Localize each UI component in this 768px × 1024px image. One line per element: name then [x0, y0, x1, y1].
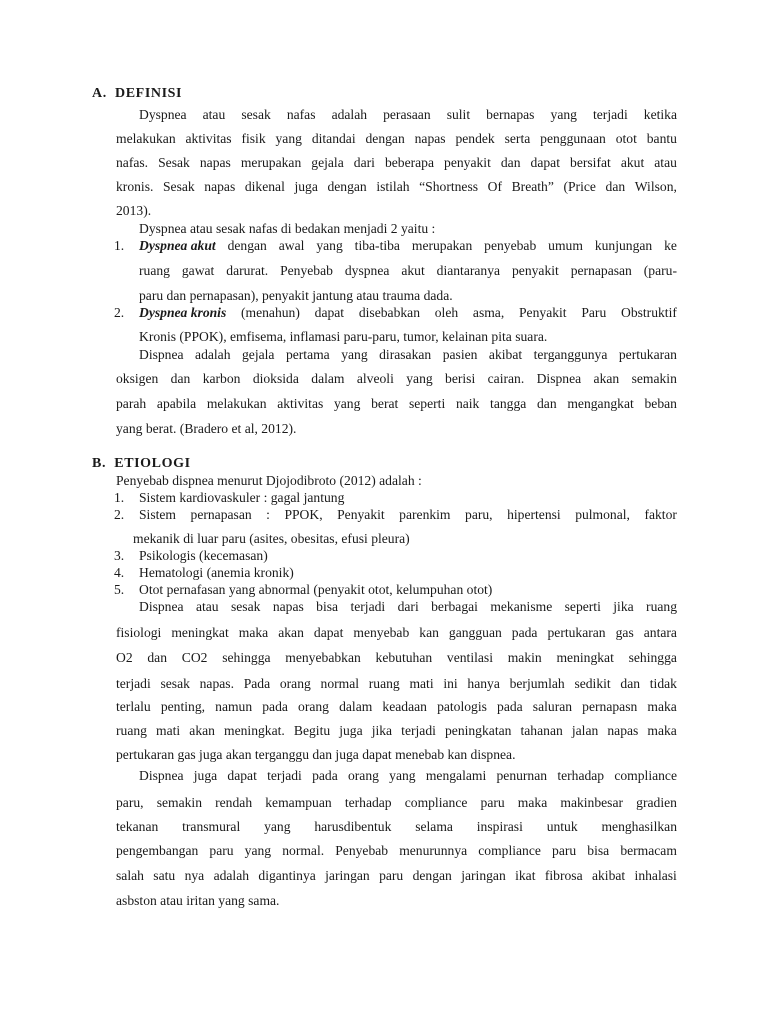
paragraph-line: pertukaran gas juga akan terganggu dan juga dapat menebab kan dispnea.: [116, 747, 516, 762]
word: kebutuhan: [375, 650, 433, 665]
word: meningkat.: [224, 723, 285, 738]
word: dengan: [412, 868, 452, 883]
list-item-line: [139, 507, 677, 523]
word: tidak: [649, 676, 677, 691]
word: akut: [620, 155, 645, 170]
word: dirasakan: [379, 347, 432, 362]
word: makin: [507, 650, 542, 665]
word: dari: [397, 599, 419, 614]
word: gangguan: [448, 625, 502, 640]
paragraph-line: [116, 131, 677, 147]
word: seperti: [564, 599, 601, 614]
word: napas.: [199, 676, 234, 691]
word: juga: [294, 179, 318, 194]
word: inspirasi: [476, 819, 523, 834]
word: adalah: [195, 347, 231, 362]
word: maka: [647, 699, 677, 714]
word: akut: [401, 263, 425, 278]
word: sesak: [230, 599, 261, 614]
paragraph-line: yang berat. (Bradero et al, 2012).: [116, 421, 297, 436]
word: CO2: [181, 650, 208, 665]
word: karbon: [202, 371, 241, 386]
word: gejala: [311, 155, 344, 170]
list-item-line: paru dan pernapasan), penyakit jantung atau trauma dada.: [139, 288, 453, 303]
word: penurnan: [496, 768, 548, 783]
word: peningkatan: [444, 723, 512, 738]
word: normal: [320, 676, 360, 691]
word: adalah: [213, 868, 250, 883]
word: akan: [189, 723, 215, 738]
paragraph-line: [116, 676, 677, 692]
word: dan: [500, 155, 521, 170]
word: berjumlah: [509, 676, 565, 691]
word: namun: [215, 699, 253, 714]
word: pada: [497, 699, 523, 714]
word: merupakan: [240, 155, 302, 170]
word: berbagai: [431, 599, 478, 614]
word: seperti: [408, 396, 446, 411]
word: atau: [195, 599, 219, 614]
word: saluran: [532, 699, 573, 714]
word: gradien: [636, 795, 677, 810]
word: ini: [443, 676, 458, 691]
word: dengan: [227, 238, 267, 253]
word: satu: [153, 868, 176, 883]
word: mengangkat: [567, 396, 634, 411]
word: dan: [620, 676, 641, 691]
word: orang: [298, 699, 329, 714]
word: Penyakit: [519, 305, 567, 320]
section-b-label: B.: [92, 456, 107, 471]
word: Sesak: [162, 179, 195, 194]
word: rendah: [215, 795, 253, 810]
word: melakukan: [116, 131, 176, 146]
word: sesak: [160, 676, 190, 691]
word: mekanisme: [490, 599, 553, 614]
word: Breath”: [511, 179, 554, 194]
word: awal: [278, 238, 305, 253]
word: fisiologi: [116, 625, 162, 640]
word: Penyebab: [280, 263, 333, 278]
word: transmural: [182, 819, 241, 834]
word: Dispnea: [536, 371, 582, 386]
word: melakukan: [206, 396, 267, 411]
word: paru,: [116, 795, 144, 810]
word: maka: [238, 625, 269, 640]
list-item-line: Otot pernafasan yang abnormal (penyakit otot, kelumpuhan otot): [139, 582, 493, 597]
word: nafas: [286, 107, 316, 122]
word: untuk: [546, 819, 578, 834]
word: (menahun): [241, 305, 300, 320]
word: ketika: [643, 107, 677, 122]
list-number: 1.: [114, 238, 125, 253]
word: penyakit: [444, 155, 491, 170]
paragraph-line: [116, 843, 677, 859]
word: Sesak: [158, 155, 190, 170]
list-number: 4.: [114, 565, 125, 580]
list-item-line: Sistem kardiovaskuler : gagal jantung: [139, 490, 345, 505]
word: dalam: [339, 699, 373, 714]
list-number: 3.: [114, 548, 125, 563]
word: napas: [199, 155, 231, 170]
word: yang: [275, 131, 302, 146]
word: dalam: [311, 371, 345, 386]
word: paru: [209, 843, 234, 858]
section-a-label: A.: [92, 86, 107, 101]
paragraph-line: [139, 107, 677, 123]
word: inhalasi: [634, 868, 677, 883]
word: dan: [170, 371, 191, 386]
word: dan: [605, 179, 626, 194]
word: napas: [414, 131, 446, 146]
word: patologis: [437, 699, 487, 714]
section-a-title: DEFINISI: [115, 86, 183, 101]
word: dapat: [314, 305, 345, 320]
paragraph-line: [116, 155, 677, 171]
paragraph-line: [116, 179, 677, 195]
word: juga: [339, 723, 363, 738]
list-number: 1.: [114, 490, 125, 505]
list-item-line: Kronis (PPOK), emfisema, inflamasi paru-paru, tumor, kelainan pita suara.: [139, 329, 548, 344]
word: fibrosa: [544, 868, 583, 883]
word: terjadi: [267, 768, 302, 783]
word: Dispnea: [139, 768, 184, 783]
word: pada: [312, 768, 338, 783]
word: terhadap: [344, 795, 392, 810]
word: terjadi: [116, 676, 151, 691]
word: (paru-: [643, 263, 677, 278]
word: ruang: [139, 263, 170, 278]
word: kemampuan: [265, 795, 332, 810]
word: atau: [202, 107, 226, 122]
word: maka: [517, 795, 548, 810]
word: napas: [607, 723, 639, 738]
word: jika: [613, 599, 634, 614]
word: bernapas: [486, 107, 535, 122]
word: adalah: [331, 107, 368, 122]
word: darurat.: [226, 263, 269, 278]
word: sesak: [241, 107, 271, 122]
word: menyebabkan: [285, 650, 361, 665]
list-item-line: [139, 263, 677, 279]
list-number: 5.: [114, 582, 125, 597]
word: selama: [415, 819, 453, 834]
word: PPOK,: [284, 507, 323, 522]
word: disebabkan: [358, 305, 420, 320]
list-item-line: Hematologi (anemia kronik): [139, 565, 294, 580]
word: kronis.: [116, 179, 154, 194]
word: pasien: [442, 347, 478, 362]
word: akan: [278, 625, 304, 640]
word: salah: [116, 868, 144, 883]
word: apabila: [156, 396, 197, 411]
word: asma,: [472, 305, 505, 320]
word: compliance: [404, 795, 468, 810]
word: Dispnea: [139, 599, 184, 614]
word: pernapasan: [570, 263, 632, 278]
word: dengan: [365, 131, 405, 146]
word: ditandai: [311, 131, 356, 146]
word: dikenal: [244, 179, 285, 194]
word: Obstruktif: [621, 305, 677, 320]
word: sedikit: [574, 676, 611, 691]
word: merupakan: [411, 238, 473, 253]
word: parenkim: [399, 507, 451, 522]
paragraph-line: [139, 347, 677, 363]
word: paru: [552, 843, 577, 858]
word: pernapasn: [582, 699, 638, 714]
list-number: 2.: [114, 305, 125, 320]
word: penyakit: [511, 263, 559, 278]
word: ikat: [515, 868, 536, 883]
paragraph-line: [116, 819, 677, 835]
section-b-heading: [92, 456, 191, 472]
section-a-heading: [92, 86, 182, 102]
word: bantu: [646, 131, 677, 146]
word: atau: [654, 155, 677, 170]
word: semakin: [156, 795, 202, 810]
word: “Shortness: [419, 179, 479, 194]
word: Wilson,: [634, 179, 677, 194]
word: tiba-tiba: [354, 238, 400, 253]
word: perasaan: [383, 107, 431, 122]
word: mati: [156, 723, 181, 738]
word: menyebab: [353, 625, 410, 640]
paragraph-line: Penyebab dispnea menurut Djojodibroto (2012) adalah :: [116, 473, 422, 488]
word: gawat: [181, 263, 215, 278]
word: pada: [511, 625, 538, 640]
word: beberapa: [384, 155, 434, 170]
word: meningkat: [171, 625, 229, 640]
word: napas: [204, 179, 236, 194]
word: orang: [347, 768, 379, 783]
word: cairan.: [487, 371, 525, 386]
paragraph-line: [139, 599, 677, 615]
word: nafas.: [116, 155, 149, 170]
word: serta: [504, 131, 531, 146]
word: pulmonal,: [575, 507, 630, 522]
paragraph-line: [116, 396, 677, 412]
word: yang: [550, 107, 577, 122]
paragraph-line: [116, 371, 677, 387]
word: dapat: [227, 768, 257, 783]
list-item-line: [139, 238, 677, 254]
word: jika: [371, 723, 393, 738]
word: terhadap: [557, 768, 605, 783]
word: tangga: [490, 396, 527, 411]
list-item-line: mekanik di luar paru (asites, obesitas, efusi pleura): [133, 531, 410, 546]
word: pengembangan: [116, 843, 199, 858]
word: kan: [419, 625, 439, 640]
word: pada: [262, 699, 288, 714]
word: Pada: [243, 676, 271, 691]
word: oksigen: [116, 371, 159, 386]
word: berisi: [445, 371, 476, 386]
word: nya: [184, 868, 205, 883]
word: pertukaran: [618, 347, 677, 362]
word: penggunaan: [540, 131, 606, 146]
word: menurunnya: [399, 843, 468, 858]
word: normal.: [282, 843, 325, 858]
paragraph-line: [116, 795, 677, 811]
word: yang: [406, 371, 433, 386]
word: makinbesar: [560, 795, 624, 810]
word: kunjungan: [594, 238, 653, 253]
word: aktivitas: [185, 131, 232, 146]
term-dyspnea-akut: Dyspnea akut: [139, 238, 216, 253]
word: jalan: [571, 723, 599, 738]
list-item-line: [139, 305, 677, 321]
word: umum: [548, 238, 583, 253]
term-dyspnea-kronis: Dyspnea kronis: [139, 305, 227, 320]
word: pendek: [455, 131, 495, 146]
word: bisa: [316, 599, 339, 614]
word: akibat: [591, 868, 626, 883]
word: parah: [116, 396, 147, 411]
word: compliance: [478, 843, 541, 858]
word: tahanan: [520, 723, 563, 738]
word: berat: [371, 396, 399, 411]
word: naik: [455, 396, 480, 411]
paragraph-line: [139, 768, 677, 784]
word: Dyspnea: [139, 107, 187, 122]
word: terjadi: [593, 107, 628, 122]
word: ventilasi: [446, 650, 493, 665]
word: (Price: [563, 179, 596, 194]
word: yang: [341, 347, 368, 362]
word: Dispnea: [139, 347, 184, 362]
word: bersifat: [570, 155, 611, 170]
word: terjadi: [401, 723, 436, 738]
word: aktivitas: [277, 396, 324, 411]
word: paru,: [465, 507, 493, 522]
word: antara: [643, 625, 677, 640]
word: yang: [333, 396, 361, 411]
word: juga: [193, 768, 218, 783]
word: harusdibentuk: [314, 819, 392, 834]
word: alveoli: [356, 371, 394, 386]
word: :: [266, 507, 270, 522]
word: yang: [264, 819, 291, 834]
word: terganggunya: [533, 347, 608, 362]
word: istilah: [376, 179, 410, 194]
word: akan: [593, 371, 620, 386]
word: Begitu: [293, 723, 331, 738]
word: jaringan: [461, 868, 506, 883]
word: fisik: [241, 131, 266, 146]
word: jaringan: [325, 868, 370, 883]
word: yang: [244, 843, 272, 858]
word: hipertensi: [507, 507, 561, 522]
word: dan: [537, 396, 557, 411]
word: maka: [647, 723, 677, 738]
word: ruang: [368, 676, 400, 691]
list-number: 2.: [114, 507, 125, 522]
word: otot: [615, 131, 637, 146]
word: dyspnea: [344, 263, 390, 278]
list-item-line: Psikologis (kecemasan): [139, 548, 268, 563]
paragraph-line: Dyspnea atau sesak nafas di bedakan menjadi 2 yaitu :: [139, 221, 436, 236]
word: pernapasan: [190, 507, 252, 522]
word: sehingga: [628, 650, 677, 665]
word: dari: [353, 155, 375, 170]
word: bisa: [587, 843, 610, 858]
word: faktor: [644, 507, 677, 522]
section-b-title: ETIOLOGI: [114, 456, 191, 471]
word: dapat: [530, 155, 560, 170]
word: sehingga: [222, 650, 271, 665]
word: O2: [116, 650, 133, 665]
word: compliance: [614, 768, 677, 783]
word: beban: [644, 396, 677, 411]
word: Penyebab: [335, 843, 389, 858]
word: mengalami: [425, 768, 487, 783]
word: penyebab: [484, 238, 537, 253]
word: penting,: [160, 699, 206, 714]
word: gas: [615, 625, 634, 640]
word: semakin: [631, 371, 677, 386]
paragraph-line: [116, 699, 677, 715]
paragraph-line: [116, 868, 677, 884]
word: terjadi: [350, 599, 386, 614]
word: digantinya: [258, 868, 316, 883]
paragraph-line: asbston atau iritan yang sama.: [116, 893, 280, 908]
paragraph-line: [116, 723, 677, 739]
word: dioksida: [252, 371, 299, 386]
word: ruang: [646, 599, 677, 614]
word: Sistem: [139, 507, 177, 522]
word: dengan: [327, 179, 367, 194]
word: orang: [279, 676, 311, 691]
word: ke: [664, 238, 677, 253]
word: akibat: [488, 347, 523, 362]
word: Penyakit: [337, 507, 385, 522]
word: menghasilkan: [601, 819, 677, 834]
paragraph-line: 2013).: [116, 203, 152, 218]
word: dapat: [313, 625, 344, 640]
word: Paru: [581, 305, 607, 320]
paragraph-line: [116, 625, 677, 641]
word: pertama: [285, 347, 330, 362]
word: diantaranya: [436, 263, 501, 278]
word: terlalu: [116, 699, 151, 714]
word: oleh: [434, 305, 459, 320]
word: yang: [316, 238, 343, 253]
word: sulit: [446, 107, 471, 122]
word: mati: [409, 676, 434, 691]
word: napas: [272, 599, 304, 614]
word: Of: [487, 179, 502, 194]
word: gejala: [242, 347, 275, 362]
word: dan: [147, 650, 168, 665]
word: bermacam: [620, 843, 677, 858]
word: paru: [379, 868, 404, 883]
word: ruang: [116, 723, 147, 738]
word: yang: [389, 768, 416, 783]
word: hanya: [467, 676, 500, 691]
paragraph-line: [116, 650, 677, 666]
word: paru: [480, 795, 505, 810]
word: tekanan: [116, 819, 159, 834]
word: pertukaran: [547, 625, 606, 640]
word: meningkat: [556, 650, 614, 665]
word: keadaan: [382, 699, 427, 714]
